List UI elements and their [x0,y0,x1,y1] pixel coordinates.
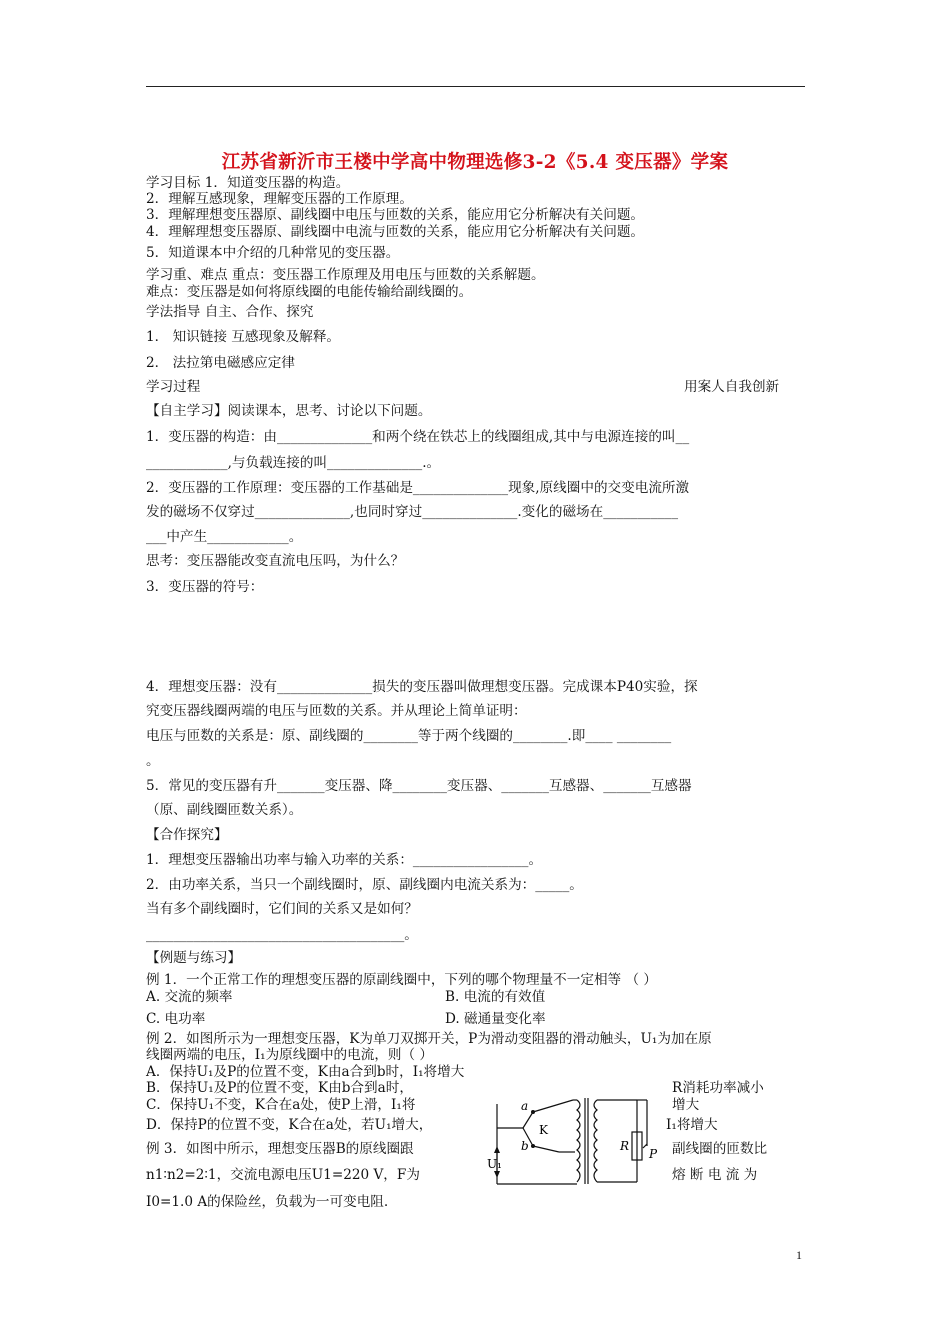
text-line: 【例题与练习】 [146,950,242,966]
text-line: 2．变压器的工作原理：变压器的工作基础是______________现象,原线圈中的交变电流所激 [146,480,690,496]
text-line: 4．理想变压器：没有______________损失的变压器叫做理想变压器。完成课本P40实验，探 [146,679,698,695]
creative-label: 用案人自我创新 [684,379,780,395]
label-p: P [649,1147,658,1161]
answer-d-tail: I₁将增大 [666,1117,718,1133]
text-line: 【自主学习】阅读课本，思考、讨论以下问题。 [146,403,432,419]
text-line: 学习过程 [146,379,201,395]
text-line: C．保持U₁不变，K合在a处，使P上滑，I₁将 [146,1097,416,1113]
text-line: 3．理解理想变压器原、副线圈中电压与匝数的关系，能应用它分析解决有关问题。 [146,207,645,223]
text-line: B．保持U₁及P的位置不变，K由b合到a时， [146,1080,413,1096]
text-line: 5．常见的变压器有升_______变压器、降________变压器、_______互感器、_______互感器 [146,778,692,794]
text-line: 4．理解理想变压器原、副线圈中电流与匝数的关系，能应用它分析解决有关问题。 [146,224,645,240]
option-b: B. 电流的有效值 [445,989,546,1005]
text-line: 例 1．一个正常工作的理想变压器的原副线圈中，下列的哪个物理量不一定相等 （ ） [146,972,657,988]
text-line: ___中产生____________。 [146,529,303,545]
text-line: 1． 知识链接 互感现象及解释。 [146,329,341,345]
label-b: b [521,1139,529,1153]
option-d: D. 磁通量变化率 [445,1011,546,1027]
text-line: 。 [146,753,160,769]
text-line: 【合作探究】 [146,827,228,843]
text-line: ______________________________________。 [146,927,418,943]
text-line: 学习重、难点 重点：变压器工作原理及用电压与匝数的关系解题。 [146,267,545,283]
label-u1: U₁ [487,1157,502,1171]
text-line: D．保持P的位置不变，K合在a处，若U₁增大， [146,1117,433,1133]
text-line: ____________,与负载连接的叫______________.。 [146,455,441,471]
text-line: 电压与匝数的关系是：原、副线圈的________等于两个线圈的________.即____ ________ [146,728,672,744]
text-line: 线圈两端的电压，I₁为原线圈中的电流，则（ ） [146,1047,434,1063]
text-line: 2．由功率关系，当只一个副线圈时，原、副线圈内电流关系为：_____。 [146,877,583,893]
ratio-tail: 副线圈的匝数比 [672,1141,768,1157]
text-line: 发的磁场不仅穿过______________,也同时穿过______________.变化的磁场在___________ [146,504,678,520]
answer-c-tail: 增大 [672,1097,700,1113]
text-line: 难点：变压器是如何将原线圈的电能传输给副线圈的。 [146,284,473,300]
text-line: 2．理解互感现象，理解变压器的工作原理。 [146,191,413,207]
text-line: 2． 法拉第电磁感应定律 [146,355,295,371]
text-line: 究变压器线圈两端的电压与匝数的关系。并从理论上简单证明： [146,703,527,719]
page-title: 江苏省新沂市王楼中学高中物理选修3-2《5.4 变压器》学案 [221,152,729,173]
text-line: 3．变压器的符号： [146,579,264,595]
text-line: 当有多个副线圈时，它们间的关系又是如何？ [146,901,418,917]
label-k: K [539,1123,548,1137]
text-line: n1∶n2=2∶1，交流电源电压U1=220 V，F为 [146,1167,420,1183]
page-number: 1 [796,1248,802,1262]
text-line: 学习目标 1．知道变压器的构造。 [146,175,350,191]
text-line: （原、副线圈匝数关系）。 [146,802,303,818]
transformer-circuit-diagram [487,1086,667,1192]
text-line: 学法指导 自主、合作、探究 [146,304,314,320]
text-line: C. 电功率 [146,1011,206,1027]
text-line: 例 2．如图所示为一理想变压器，K为单刀双掷开关，P为滑动变阻器的滑动触头，U₁为加在原 [146,1031,712,1047]
answer-b-tail: R消耗功率减小 [672,1080,764,1096]
fuse-tail: 熔 断 电 流 为 [672,1167,758,1183]
text-line: 思考：变压器能改变直流电压吗，为什么？ [146,553,405,569]
top-rule [146,86,805,87]
text-line: 例 3．如图中所示，理想变压器B的原线圈跟 [146,1141,414,1157]
text-line: A．保持U₁及P的位置不变，K由a合到b时，I₁将增大 [146,1064,465,1080]
text-line: A. 交流的频率 [146,989,233,1005]
text-line: I0=1.0 A的保险丝，负载为一可变电阻. [146,1194,389,1210]
text-line: 1．理想变压器输出功率与输入功率的关系：_________________。 [146,852,543,868]
label-a: a [521,1099,529,1113]
label-r: R [620,1139,630,1153]
text-line: 5．知道课本中介绍的几种常见的变压器。 [146,245,400,261]
text-line: 1．变压器的构造：由______________和两个绕在铁芯上的线圈组成,其中与电源连接的叫__ [146,429,690,445]
